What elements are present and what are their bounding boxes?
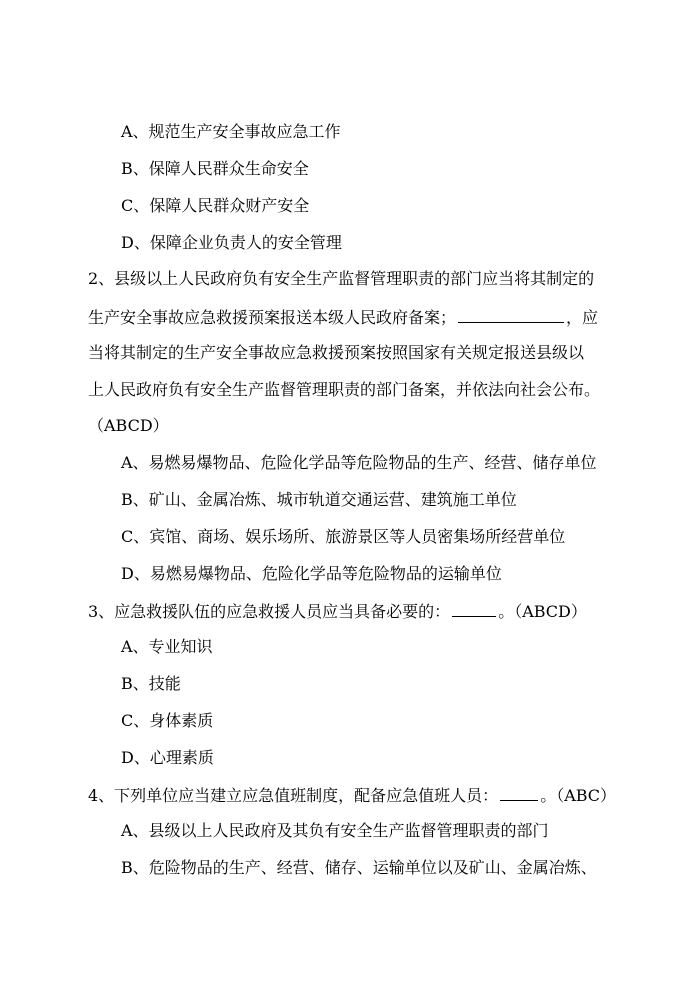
- question-2-answer: （ABCD）: [88, 416, 169, 435]
- option-c: C、保障人民群众财产安全: [121, 196, 310, 215]
- question-4-text: 4、下列单位应当建立应急值班制度，配备应急值班人员：: [88, 786, 499, 805]
- option-c: C、宾馆、商场、娱乐场所、旅游景区等人员密集场所经营单位: [121, 527, 566, 546]
- option-a: A、规范生产安全事故应急工作: [121, 122, 341, 141]
- question-2-text: 生产安全事故应急救援预案报送本级人民政府备案；: [88, 308, 457, 327]
- question-2-line-4: 上人民政府负有安全生产监督管理职责的部门备案，并依法向社会公布。: [88, 380, 601, 399]
- option-d: D、心理素质: [121, 748, 214, 767]
- option-d: D、保障企业负责人的安全管理: [121, 233, 342, 252]
- question-4: [88, 784, 616, 806]
- option-d: D、易燃易爆物品、危险化学品等危险物品的运输单位: [121, 564, 502, 583]
- question-3-text: 3、应急救援队伍的应急救援人员应当具备必要的：: [88, 602, 451, 621]
- option-b: B、危险物品的生产、经营、储存、运输单位以及矿山、金属冶炼、: [121, 858, 597, 877]
- question-2-text-after-blank: ，应: [566, 308, 599, 327]
- question-2-line-2: [88, 306, 598, 328]
- question-4-answer: 。（ABC）: [540, 786, 617, 805]
- answer-blank: [458, 306, 564, 323]
- option-a: A、专业知识: [121, 637, 213, 656]
- answer-blank: [452, 600, 496, 617]
- question-3-answer: 。（ABCD）: [498, 602, 587, 621]
- answer-blank: [500, 784, 538, 801]
- option-b: B、矿山、金属冶炼、城市轨道交通运营、建筑施工单位: [121, 490, 517, 509]
- question-2-line-1: 2、县级以上人民政府负有安全生产监督管理职责的部门应当将其制定的: [88, 269, 595, 288]
- option-a: A、易燃易爆物品、危险化学品等危险物品的生产、经营、储存单位: [121, 453, 597, 472]
- option-c: C、身体素质: [121, 711, 214, 730]
- question-3: [88, 600, 587, 622]
- option-b: B、保障人民群众生命安全: [121, 159, 309, 178]
- option-a: A、县级以上人民政府及其负有安全生产监督管理职责的部门: [121, 821, 549, 840]
- option-b: B、技能: [121, 674, 181, 693]
- question-2-line-3: 当将其制定的生产安全事故应急救援预案按照国家有关规定报送县级以: [88, 343, 585, 362]
